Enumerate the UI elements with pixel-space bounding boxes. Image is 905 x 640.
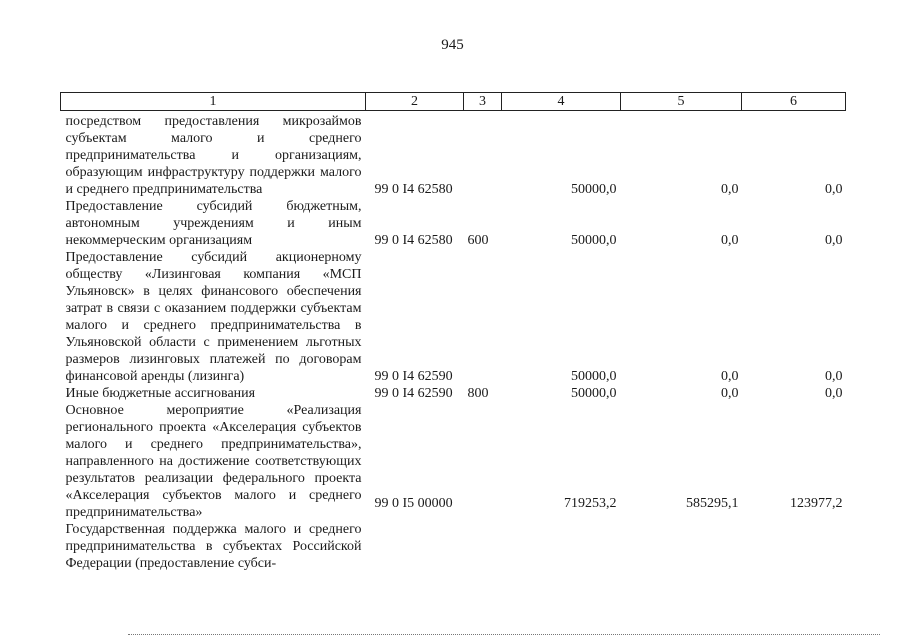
column-header: 4 [502, 93, 621, 111]
row-value-2023: 123977,2 [790, 496, 843, 511]
row-description: Иные бюджетные ассигнования [65, 386, 256, 401]
column-header: 2 [366, 93, 464, 111]
row-value-2021: 719253,2 [564, 496, 617, 511]
table-header-row [61, 93, 846, 111]
row-type: 800 [467, 386, 489, 401]
row-code: 99 0 I4 62590 [374, 386, 453, 401]
row-value-2022: 0,0 [721, 233, 739, 248]
row-code: 99 0 I4 62590 [374, 369, 453, 384]
table-row [61, 111, 846, 199]
table-row [61, 198, 846, 249]
column-header: 1 [61, 93, 366, 111]
row-description: Предоставление субсидий бюджетным, автономным учреждениям и иным некоммерческим организациям [65, 199, 362, 248]
row-description: посредством предоставления микрозаймов субъектам малого и среднего предпринимательства и организациям, образующим инфраструктуру поддержки малого и среднего предпринимательства [65, 114, 362, 197]
row-code: 99 0 I5 00000 [374, 496, 453, 511]
row-value-2022 [621, 521, 742, 572]
row-type [464, 402, 502, 521]
table-row [61, 521, 846, 572]
row-description: Государственная поддержка малого и среднего предпринимательства в субъектах Российской Федерации (предоставление субси- [65, 522, 362, 571]
row-code: 99 0 I4 62580 [374, 233, 453, 248]
column-header: 3 [464, 93, 502, 111]
row-code [366, 521, 464, 572]
row-type: 600 [467, 233, 489, 248]
budget-table [60, 92, 846, 572]
row-value-2022: 585295,1 [686, 496, 739, 511]
row-value-2022: 0,0 [721, 386, 739, 401]
row-description: Основное мероприятие «Реализация регионального проекта «Акселерация субъектов малого и среднего предпринимательства», направленного на достижение соответствующих результатов реализации федерального проекта «Акселерация субъектов малого и среднего предпринимательства» [65, 403, 362, 520]
table-row [61, 402, 846, 521]
row-type [464, 111, 502, 199]
row-value-2021: 50000,0 [571, 233, 617, 248]
row-value-2021: 50000,0 [571, 182, 617, 197]
footer-rule [128, 634, 880, 635]
column-header: 5 [621, 93, 742, 111]
row-value-2023 [742, 521, 846, 572]
row-code: 99 0 I4 62580 [374, 182, 453, 197]
row-value-2021: 50000,0 [571, 386, 617, 401]
row-value-2022: 0,0 [721, 369, 739, 384]
row-value-2023: 0,0 [825, 233, 843, 248]
table-row [61, 385, 846, 402]
row-type [464, 521, 502, 572]
page-number: 945 [441, 37, 464, 53]
row-value-2022: 0,0 [721, 182, 739, 197]
column-header: 6 [742, 93, 846, 111]
table-row [61, 249, 846, 385]
row-value-2021: 50000,0 [571, 369, 617, 384]
row-value-2023: 0,0 [825, 369, 843, 384]
row-value-2023: 0,0 [825, 386, 843, 401]
row-value-2021 [502, 521, 621, 572]
row-description: Предоставление субсидий акционерному обществу «Лизинговая компания «МСП Ульяновск» в целях финансового обеспечения затрат в связи с оказанием поддержки субъектам малого и среднего предпринимательства в Ульяновской области с применением льготных размеров лизинговых платежей по договорам финансовой аренды (лизинга) [65, 250, 362, 384]
row-type [464, 249, 502, 385]
row-value-2023: 0,0 [825, 182, 843, 197]
